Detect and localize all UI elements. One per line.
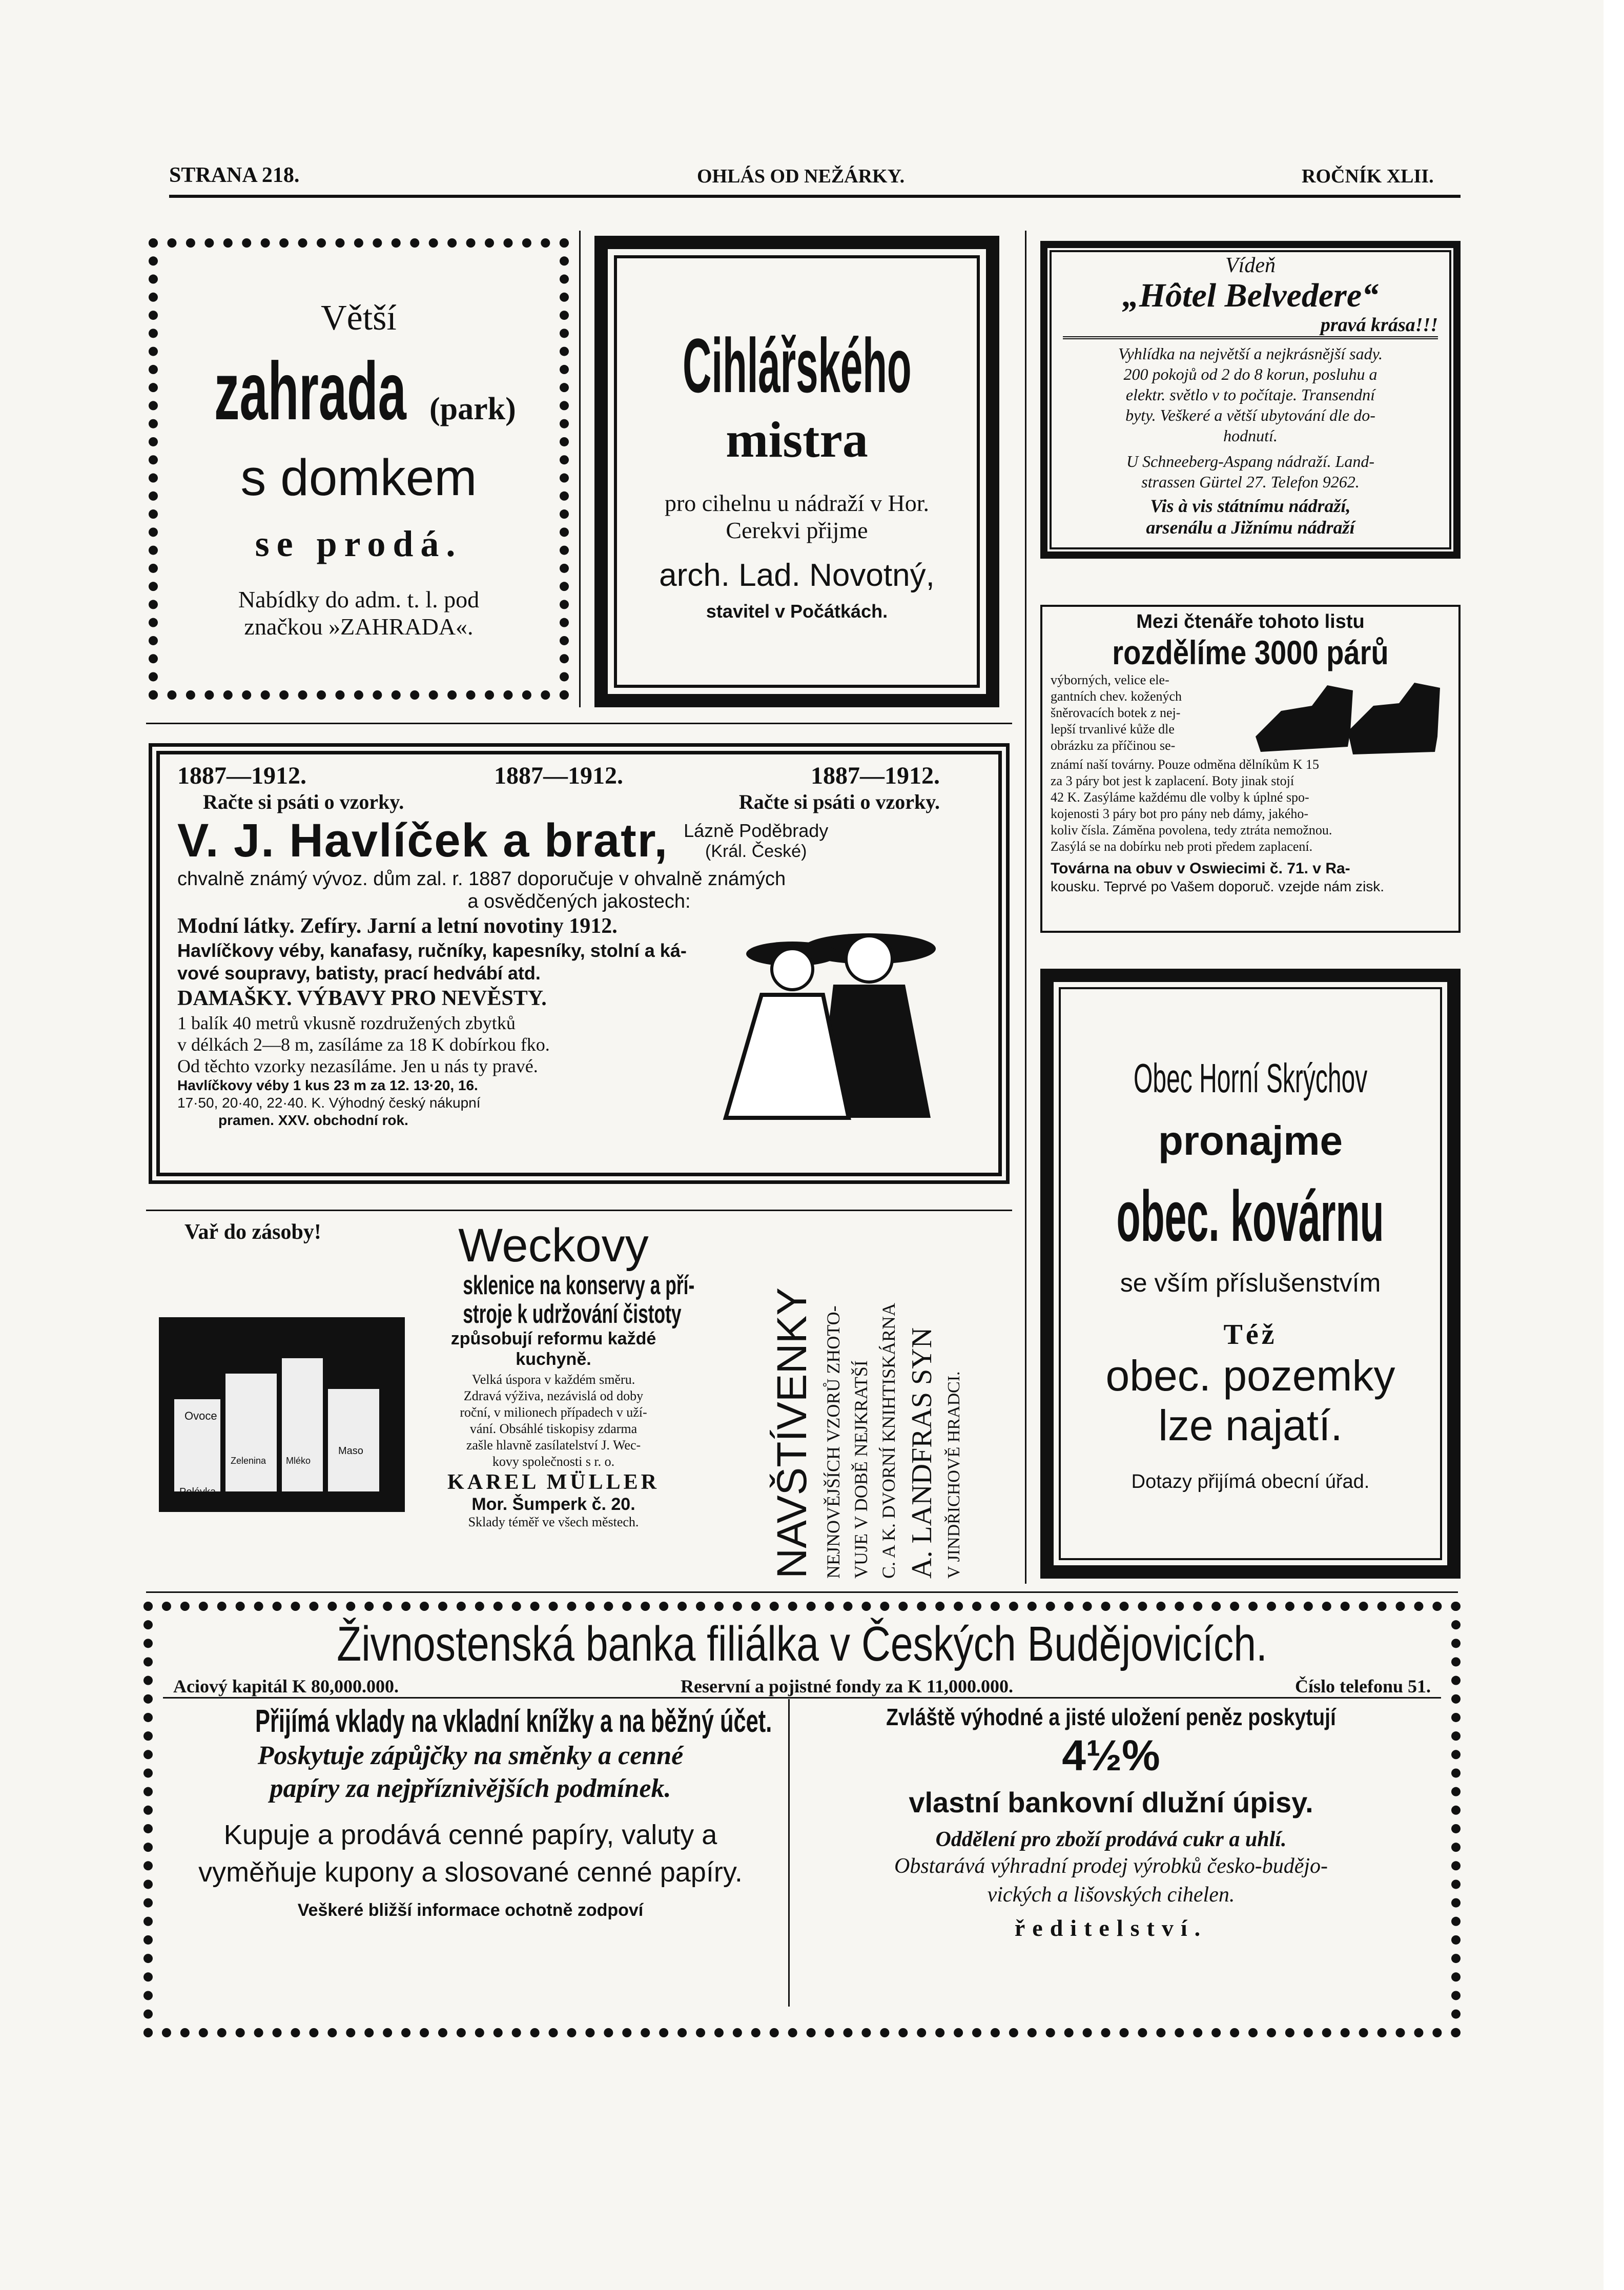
bank-r2: 4½% [1062,1731,1160,1780]
havlicek-goods2: Havlíčkovy véby, kanafasy, ručníky, kapesníky, stolní a ká- [177,940,687,961]
bank-l4: Kupuje a prodává cenné papíry, valuty a [223,1819,717,1850]
cards-big: NAVŠTÍVENKY [769,1287,815,1579]
brick-line1: Cihlářského [682,322,912,408]
brick-line5: arch. Lad. Novotný, [659,557,935,593]
bank-column-rule [788,1699,790,2007]
cards-v2: VUJE V DOBĚ NEJKRATŠÍ [851,1360,871,1579]
havlicek-goods3: vové soupravy, batisty, prací hedvábí atd. [177,963,541,984]
bank-r3: vlastní bankovní dlužní úpisy. [909,1786,1313,1818]
havlicek-b1: 1 balík 40 metrů vkusně rozdružených zbytků [177,1013,516,1033]
ad-obec [1040,969,1461,1579]
header-rule [169,195,1461,198]
bank-rule [163,1697,1441,1699]
hotel-body5: hodnutí. [1223,426,1278,445]
havlicek-place2: (Král. České) [705,842,807,861]
shoes-body-6: za 3 páry bot jest k zaplacení. Boty jinak stojí [1051,773,1294,788]
bank-cap: Aciový kapitál K 80,000.000. [173,1676,399,1696]
weck-jar-4: Polévka [179,1486,216,1498]
havlicek-years-3: 1887—1912. [811,762,940,789]
cards-v3: C. A K. DVORNÍ KNIHTISKÁRNA [878,1302,899,1579]
garden-line1: Větší [321,298,397,338]
shoes-body-5: známí naší továrny. Pouze odměna dělníkům K 15 [1051,757,1319,772]
bank-info-row [173,1675,1431,1697]
shoes-body-1: gantních chev. kožených [1051,689,1182,704]
bank-r1: Zvláště výhodné a jisté uložení peněz poskytují [886,1704,1336,1730]
bank-right [798,1703,1424,1941]
havlicek-place [684,820,828,862]
weck-sub4: kuchyně. [516,1350,591,1369]
ad-garden [149,238,569,700]
shoes-body-7: 42 K. Zasýláme každému dle volby k úplné spo- [1051,790,1309,805]
weck-top: Vař do zásoby! [184,1220,321,1244]
weck-body-1: Zdravá výživa, nezávislá od doby [463,1388,644,1403]
weck-body-2: roční, v milionech případech v uží- [460,1405,647,1420]
row-rule [146,1591,1458,1593]
brick-line3: pro cihelnu u nádraží v Hor. [664,489,930,516]
shoes-body-2: šněrovacích botek z nej- [1051,705,1181,720]
havlicek-name: V. J. Havlíček a bratr, [177,814,669,867]
havlicek-women-illustration-icon [715,892,982,1128]
bank-title: Živnostenská banka filiálka v Českých Budějovicích. [337,1617,1267,1671]
weck-sub1: sklenice na konservy a pří- [463,1271,695,1300]
havlicek-goods1: Modní látky. Zefíry. Jarní a letní novotiny 1912. [177,914,618,938]
weck-body-4: zašle hlavně zasílatelství J. Wec- [466,1438,641,1453]
cards-v5: V JINDŘICHOVĚ HRADCI. [944,1371,963,1579]
ad-bank [143,1602,1461,2037]
weck-name: KAREL MÜLLER [447,1470,660,1494]
havlicek-b3: Od těchto vzorky nezasíláme. Jen u nás ty pravé. [177,1056,538,1076]
weck-body-0: Velká úspora v každém směru. [471,1372,635,1387]
havlicek-desc2: a osvědčených jakostech: [467,891,691,912]
weck-jar-0: Ovoce [184,1409,217,1422]
havlicek-years-row [177,762,940,790]
hotel-body1: Vyhlídka na největší a nejkrásnější sady. [1118,344,1383,363]
havlicek-b4: Havlíčkovy véby 1 kus 23 m za 12. 13·20, 16. [177,1077,478,1093]
shoes-footer2: kousku. Teprvé po Vašem doporuč. vzejde nám zisk. [1051,878,1385,894]
weck-body-5: kovy společnosti s r. o. [492,1454,615,1469]
havlicek-goods4: DAMAŠKY. VÝBAVY PRO NEVĚSTY. [177,987,547,1010]
havlicek-desc1: chvalně známý vývoz. dům zal. r. 1887 doporučuje v ohvalně známých [177,868,786,890]
weck-foot: Sklady téměř ve všech městech. [468,1515,639,1529]
havlicek-name-row [177,814,981,868]
weck-sub2: stroje k udržování čistoty [463,1299,682,1329]
garden-line2b: (park) [429,392,516,426]
bank-r5: Obstarává výhradní prodej výrobků česko-budějo- [894,1854,1328,1878]
column-rule [1025,231,1026,1584]
obec-line4: se vším příslušenstvím [1120,1268,1381,1297]
bank-r4: Oddělení pro zboží prodává cukr a uhlí. [935,1828,1287,1851]
brick-line4: Cerekvi přijme [726,517,868,543]
havlicek-body [177,913,981,1129]
hotel-city: Vídeň [1225,254,1276,277]
obec-line8: Dotazy přijímá obecní úřad. [1131,1470,1370,1492]
garden-line5: Nabídky do adm. t. l. pod [238,586,480,612]
havlicek-ask-row [203,790,940,814]
garden-line3: s domkem [240,449,477,506]
havlicek-ask-1: Račte si psáti o vzorky. [203,790,404,813]
bank-l1: Přijímá vklady na vkladní knížky a na běžný účet. [255,1704,772,1739]
hotel-body4: byty. Veškeré a větší ubytování dle do- [1125,406,1375,424]
cards-v1: NEJNOVĚJŠÍCH VZORŮ ZHOTO- [823,1305,844,1579]
shoes-text-bottom [1051,756,1455,855]
ad-brick [594,236,999,707]
havlicek-b5: 17·50, 20·40, 22·40. K. Výhodný český nákupní [177,1095,481,1111]
cards-v4: A. LANDFRAS SYN [906,1327,938,1579]
shoes-body [1051,672,1450,856]
hotel-body2: 200 pokojů od 2 do 8 korun, posluhu a [1123,365,1378,383]
ad-hotel [1040,241,1461,559]
obec-line6: obec. pozemky [1105,1351,1395,1400]
ad-cards [717,1225,1015,1579]
shoes-body-9: koliv čísla. Záměna povolena, tedy ztráta nemožnou. [1051,823,1332,837]
havlicek-place1: Lázně Poděbrady [684,820,829,841]
right-page-edge [1604,0,1624,2290]
shoes-line2: rozdělíme 3000 párů [1112,633,1389,671]
column-rule [579,231,581,707]
bank-phone: Číslo telefonu 51. [1295,1676,1431,1696]
obec-line1: Obec Horní Skrýchov [1133,1055,1368,1101]
header-left: STRANA 218. [169,163,300,187]
hotel-body [1063,343,1438,492]
hotel-vis1: Vis à vis státnímu nádraží, [1150,496,1351,516]
havlicek-years-1: 1887—1912. [177,762,306,789]
bank-l6: Veškeré bližší informace ochotně zodpoví [297,1900,644,1920]
header-center: OHLÁS OD NEŽÁRKY. [697,166,905,187]
obec-line3: obec. kovárnu [1116,1175,1385,1256]
shoes-footer1: Továrna na obuv v Oswiecimi č. 71. v Ra- [1051,860,1350,877]
shoes-body-4: obrázku za příčinou se- [1051,738,1176,753]
header-right: ROČNÍK XLII. [1302,166,1434,187]
obec-line2: pronajme [1158,1117,1343,1163]
weck-sub3: způsobují reformu každé [450,1329,656,1348]
bank-l3: papíry za nejpříznivějších podmínek. [270,1774,671,1803]
bank-r6: vických a lišovských cihelen. [987,1883,1235,1907]
shoes-body-10: Zasýlá se na dobírku neb proti předem zaplacení. [1051,839,1313,854]
hotel-addr1: U Schneeberg-Aspang nádraží. Land- [1126,452,1375,471]
hotel-tagline: pravá krása!!! [1063,314,1438,339]
bank-l5: vyměňuje kupony a slosované cenné papíry. [198,1857,743,1888]
garden-line4: se prodá. [255,523,463,564]
weck-jar-2: Mléko [286,1456,311,1466]
garden-title [201,344,516,438]
shoes-illustration-icon [1250,675,1450,762]
weck-jar-1: Zelenina [231,1456,266,1466]
shoes-line1: Mezi čtenáře tohoto listu [1136,611,1365,632]
row-rule [146,1210,1012,1211]
havlicek-ask-2: Račte si psáti o vzorky. [738,790,940,813]
weck-jar-3: Maso [338,1445,363,1457]
garden-line6: značkou »ZAHRADA«. [244,614,474,640]
havlicek-b2: v délkách 2—8 m, zasíláme za 18 K dobírkou fko. [177,1034,550,1055]
weck-body-3: vání. Obsáhlé tiskopisy zdarma [469,1421,638,1436]
brick-line2: mistra [726,411,868,468]
shoes-body-8: kojenosti 3 páry bot pro pány neb dámy, jakého- [1051,806,1309,821]
bank-l2: Poskytuje zápůjčky na směnky a cenné [257,1741,684,1770]
bank-left [163,1703,778,1923]
hotel-addr2: strassen Gürtel 27. Telefon 9262. [1141,473,1360,491]
shoes-body-0: výborných, velice ele- [1051,672,1169,687]
havlicek-years-2: 1887—1912. [494,762,623,789]
obec-line5: Též [1223,1318,1278,1351]
weck-text [420,1219,695,1530]
ad-shoes [1040,605,1461,933]
ad-weck [154,1219,695,1579]
obec-line7: lze najatí. [1158,1401,1343,1449]
weck-title: Weckovy [458,1219,649,1272]
bank-r7: ředitelství. [1014,1915,1208,1941]
bank-fund: Reservní a pojistné fondy za K 11,000.000. [681,1676,1014,1696]
havlicek-b6: pramen. XXV. obchodní rok. [218,1112,408,1128]
shoes-body-3: lepší trvanlivé kůže dle [1051,722,1175,737]
weck-jars-illustration-icon [154,1297,410,1517]
shoes-text-top [1051,672,1245,754]
hotel-name: „Hôtel Belvedere“ [1122,277,1379,314]
hotel-vis2: arsenálu a Jižnímu nádraží [1146,517,1355,538]
weck-body [420,1372,687,1470]
garden-line2: zahrada [214,345,407,437]
hotel-body3: elektr. světlo v to počítaje. Transendní [1125,385,1375,404]
weck-addr: Mor. Šumperk č. 20. [471,1495,635,1514]
row-rule [146,723,1012,724]
ad-havlicek [149,743,1010,1184]
brick-line6: stavitel v Počátkách. [706,600,888,622]
